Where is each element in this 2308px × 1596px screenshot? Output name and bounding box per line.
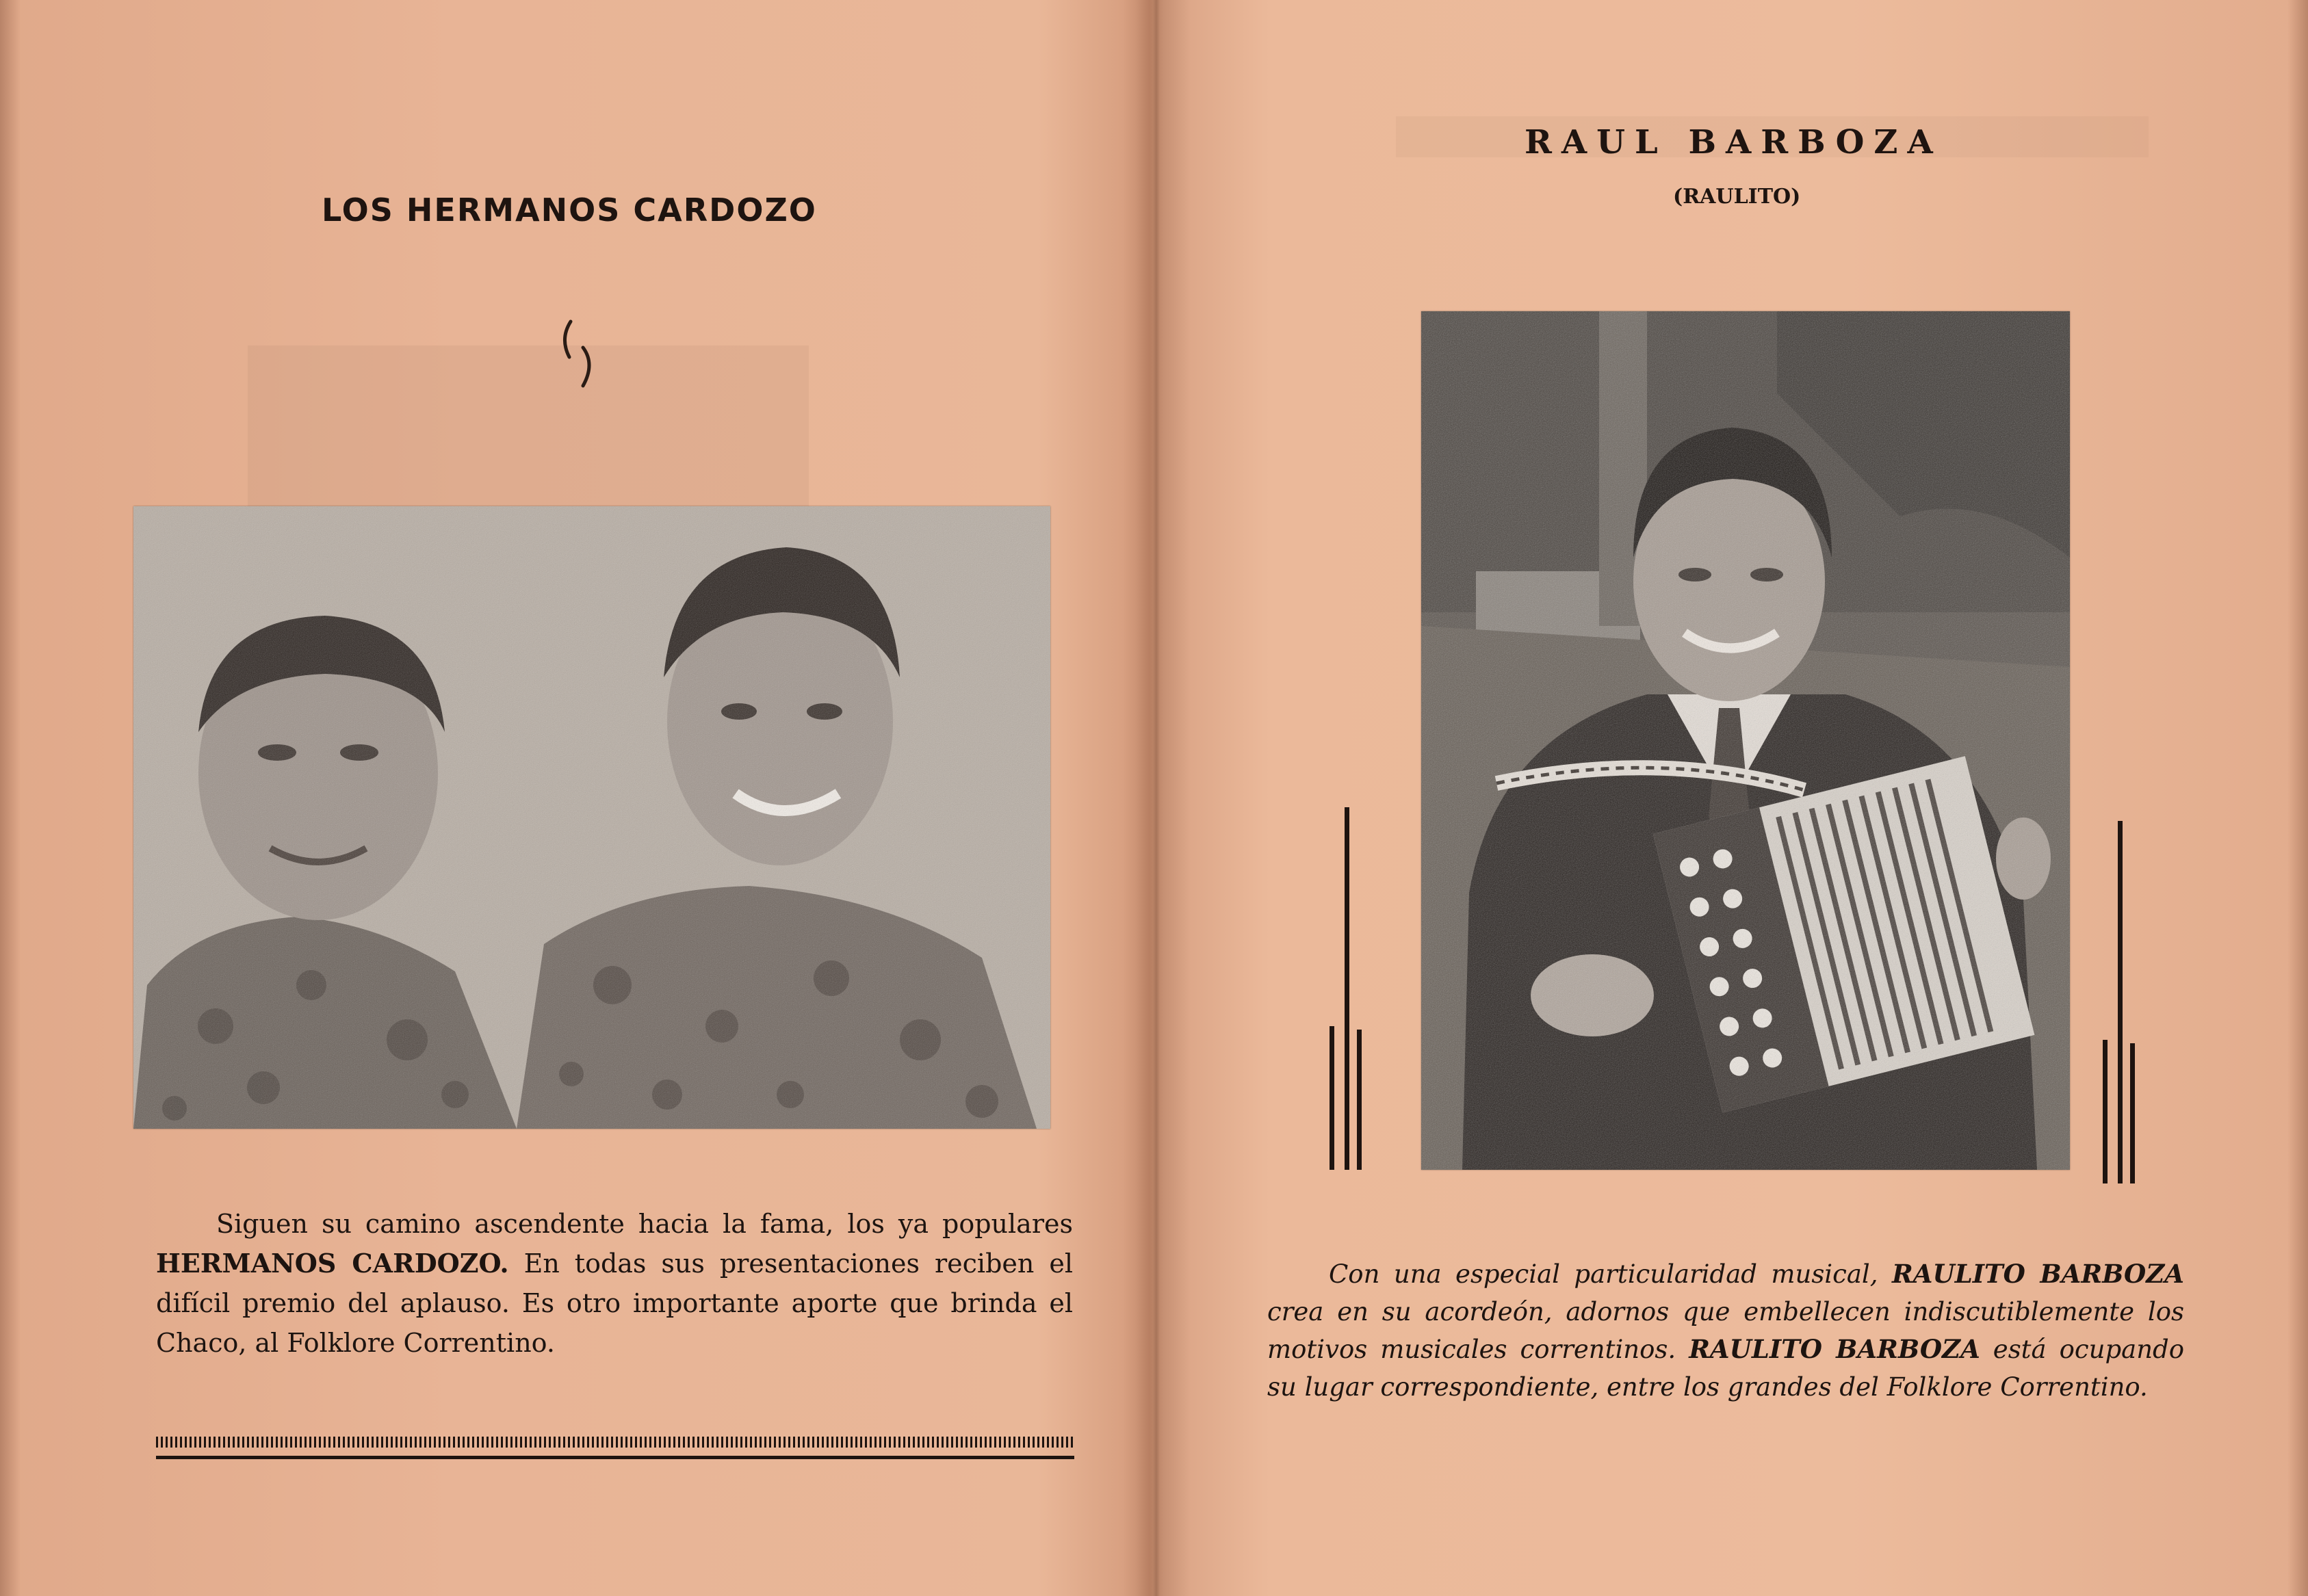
- decorative-bar: [1345, 807, 1349, 1170]
- caption-lead: Con una especial particularidad musical,: [1329, 1259, 1892, 1289]
- decorative-rule-solid: [156, 1456, 1074, 1459]
- photo-accordionist-icon: [1421, 311, 2070, 1170]
- photo-raul-barboza: [1421, 311, 2070, 1170]
- left-page-caption: [156, 1204, 1073, 1363]
- photo-hermanos-cardozo: [133, 506, 1050, 1129]
- handwritten-mark: [556, 315, 604, 397]
- caption-group-name: HERMANOS CARDOZO.: [156, 1248, 509, 1279]
- caption-rest: En todas sus presentaciones reciben el difícil premio del aplauso. Es otro importante aporte que brinda el Chaco, al Folklore Correntino.: [156, 1248, 1073, 1358]
- caption-artist-name: RAULITO BARBOZA: [1689, 1334, 1980, 1364]
- decorative-bar: [2118, 821, 2123, 1183]
- decorative-bar: [1357, 1030, 1362, 1170]
- caption-lead: Siguen su camino ascendente hacia la fama, los ya populares: [216, 1209, 1073, 1239]
- right-page-title: RAUL BARBOZA: [1525, 123, 1943, 161]
- decorative-bar: [2103, 1040, 2108, 1183]
- bracket-mark-icon: [556, 315, 604, 390]
- left-page-title: LOS HERMANOS CARDOZO: [322, 192, 817, 228]
- right-page-caption: [1267, 1255, 2184, 1406]
- caption-middle: crea en su acordeón, adornos que embellecen indiscutiblemente los motivos musicales correntinos.: [1267, 1297, 2184, 1364]
- decorative-bar: [2130, 1043, 2135, 1183]
- caption-rest: está ocupando su lugar correspondiente, entre los grandes del Folklore Correntino.: [1267, 1335, 2184, 1402]
- bleed-through-shadow: [248, 345, 809, 510]
- decorative-rule-hatched: [156, 1437, 1074, 1448]
- caption-artist-name: RAULITO BARBOZA: [1891, 1259, 2185, 1289]
- photo-two-men-icon: [133, 506, 1050, 1129]
- right-page-subtitle: (RAULITO): [1673, 185, 1801, 209]
- decorative-bar: [1330, 1026, 1334, 1170]
